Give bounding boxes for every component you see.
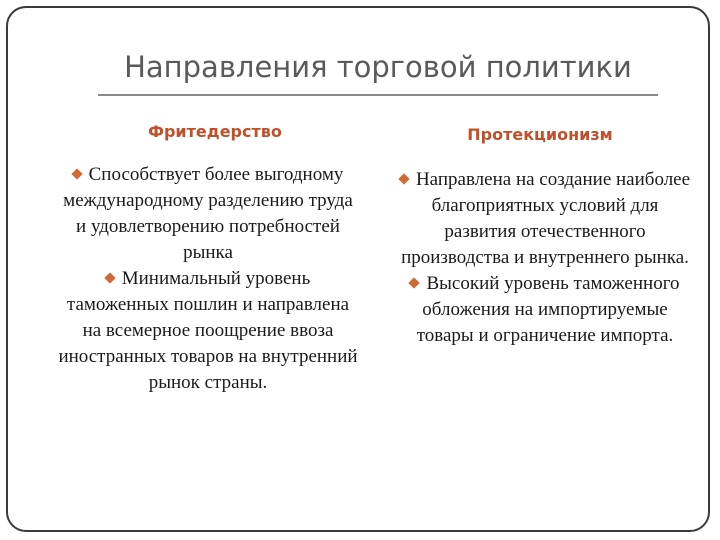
list-item (395, 167, 695, 271)
list-item (395, 271, 695, 349)
list-item-text: Высокий уровень таможенного обложения на импортируемые товары и ограничение импорта. (416, 273, 680, 346)
column-heading-protectionism: Протекционизм (467, 125, 613, 144)
slide-title: Направления торговой политики (124, 50, 632, 84)
diamond-bullet-icon (104, 272, 115, 283)
protectionism-list (395, 167, 695, 349)
list-item-text: Способствует более выгодному международному разделению труда и удовлетворению потребностей рынка (63, 164, 353, 263)
free-trade-list (58, 162, 358, 396)
column-heading-free-trade: Фритедерство (148, 122, 282, 141)
title-underline (98, 94, 658, 96)
diamond-bullet-icon (409, 277, 420, 288)
list-item (58, 266, 358, 396)
diamond-bullet-icon (71, 168, 82, 179)
list-item-text: Минимальный уровень таможенных пошлин и направлена на всемерное поощрение ввоза иностранных товаров на внутренний рынок страны. (58, 268, 358, 393)
diamond-bullet-icon (398, 173, 409, 184)
list-item-text: Направлена на создание наиболее благоприятных условий для развития отечественного производства и внутреннего рынка. (401, 169, 691, 268)
list-item (58, 162, 358, 266)
